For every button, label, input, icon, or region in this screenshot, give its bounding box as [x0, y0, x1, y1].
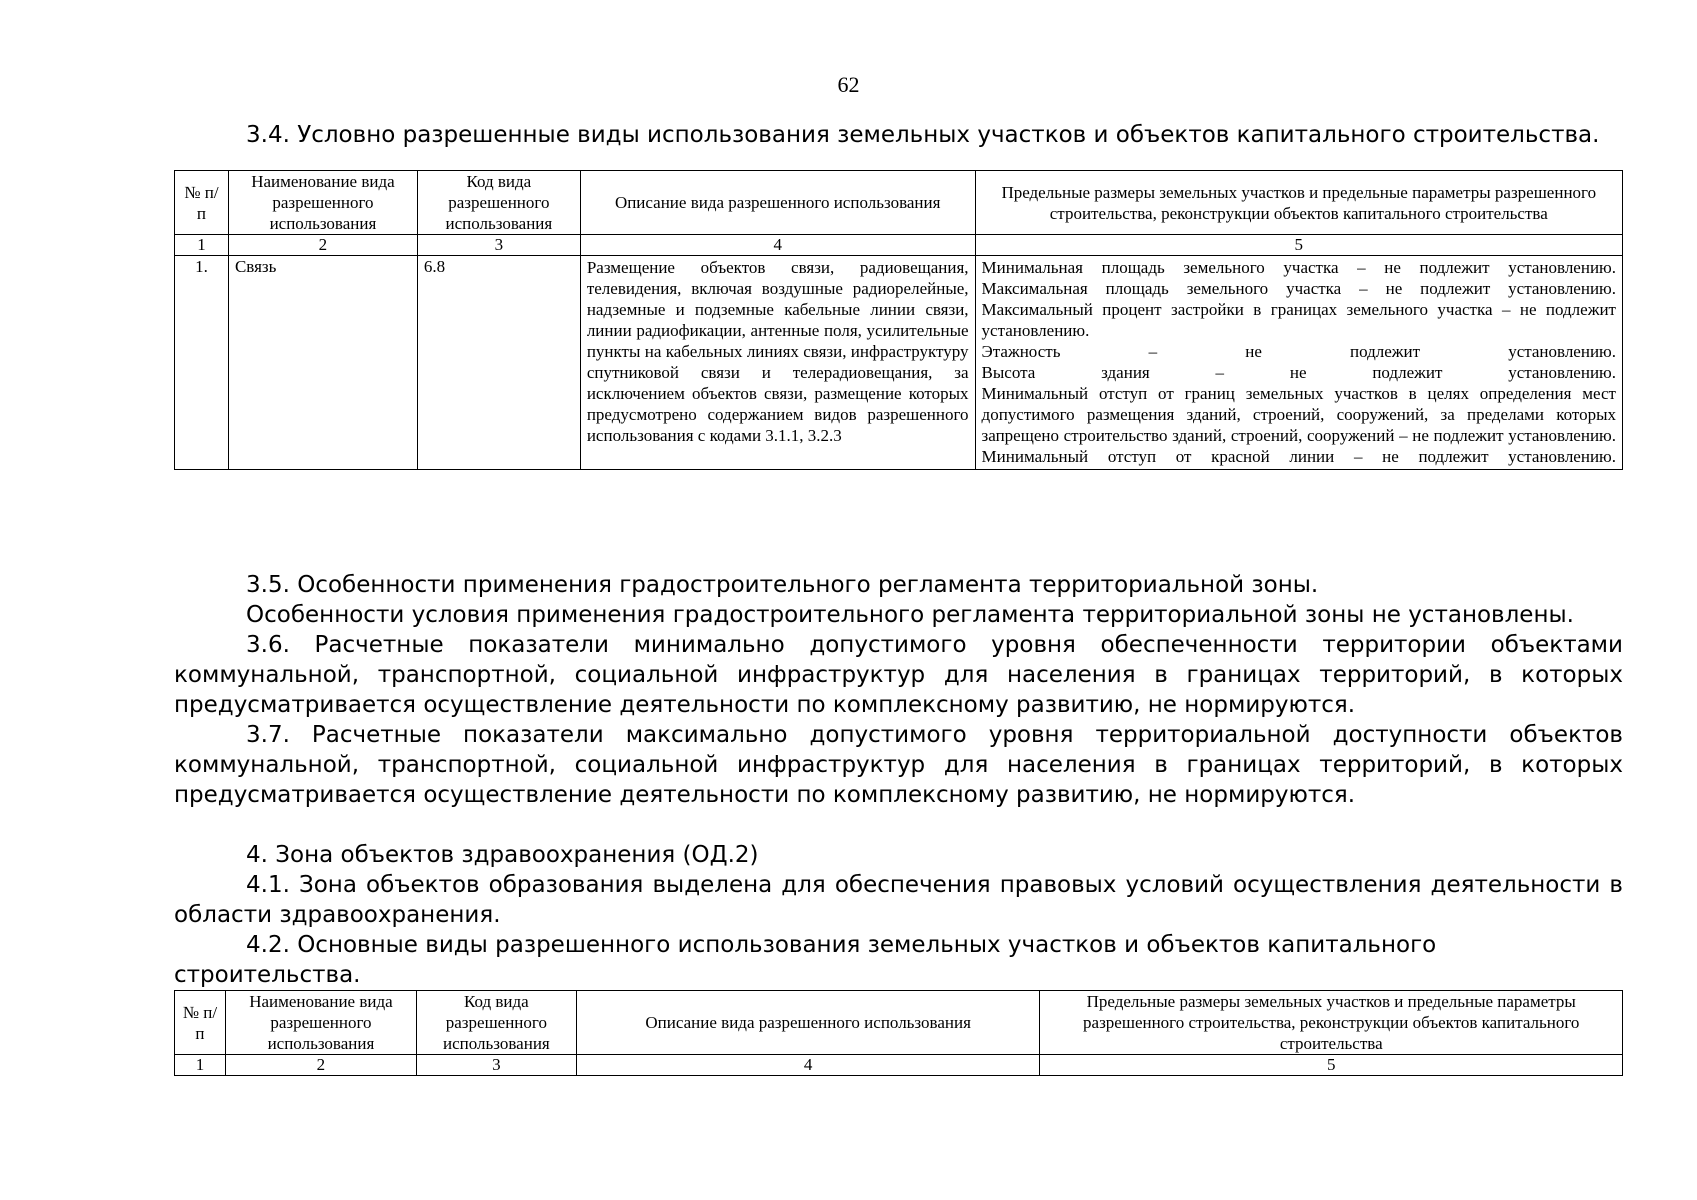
table-1-header-row: [175, 171, 1623, 235]
table-2-header-limits: Предельные размеры земельных участков и предельные параметры разрешенного строительства, реконструкции объектов капитального строительства: [1040, 991, 1623, 1055]
section-3-5-title: 3.5. Особенности применения градостроительного регламента территориальной зоны.: [246, 572, 1319, 598]
table-2-header-code: Код вида разрешенного использования: [416, 991, 576, 1055]
table-1-column-numbers-row: [175, 235, 1623, 256]
table-1-header-code: Код вида разрешенного использования: [417, 171, 580, 235]
table-2-colnum: 2: [225, 1055, 416, 1076]
row-use-name: Связь: [228, 256, 417, 470]
table-1-header-description: Описание вида разрешенного использования: [580, 171, 975, 235]
limit-line: Высота здания – не подлежит установлению.: [981, 363, 1616, 382]
table-1-colnum: 3: [417, 235, 580, 256]
row-use-description: Размещение объектов связи, радиовещания, телевидения, включая воздушные радиорелейные, надземные и подземные кабельные линии связи, линии радиофикации, антенные поля, усилительные пункты на кабельных линиях связи, инфраструктуру спутниковой связи и телерадиовещания, за исключением объектов связи, размещение которых предусмотрено содержанием видов разрешенного использования с кодами 3.1.1, 3.2.3: [580, 256, 975, 470]
table-1-colnum: 4: [580, 235, 975, 256]
section-4-title: 4. Зона объектов здравоохранения (ОД.2): [246, 842, 759, 868]
section-3-4-title: 3.4. Условно разрешенные виды использования земельных участков и объектов капитального строительства.: [246, 122, 1600, 148]
limit-line: Минимальная площадь земельного участка – не подлежит установлению.: [981, 258, 1616, 277]
table-2: [174, 990, 1623, 1076]
sections-3-5-to-3-7: [174, 570, 1623, 810]
section-4: [174, 840, 1623, 990]
table-2-header-name: Наименование вида разрешенного использования: [225, 991, 416, 1055]
limit-line: Минимальный отступ от границ земельных участков в целях определения мест допустимого размещения зданий, строений, сооружений, за пределами которых запрещено строительство зданий, строений, сооружений – не подлежит установлению.: [981, 384, 1616, 445]
table-row: [175, 256, 1623, 470]
table-2-column-numbers-row: [175, 1055, 1623, 1076]
table-1-wrapper: [174, 170, 1623, 470]
table-2-header-description: Описание вида разрешенного использования: [576, 991, 1040, 1055]
table-1-header-num: № п/п: [175, 171, 229, 235]
table-2-header-row: [175, 991, 1623, 1055]
table-2-wrapper: [174, 990, 1623, 1076]
row-use-code: 6.8: [417, 256, 580, 470]
limit-line: Этажность – не подлежит установлению.: [981, 342, 1616, 361]
table-1: [174, 170, 1623, 470]
table-2-colnum: 3: [416, 1055, 576, 1076]
section-3-7-text: 3.7. Расчетные показатели максимально допустимого уровня территориальной доступности объектов коммунальной, транспортной, социальной инфраструктур для населения в границах территорий, в которых предусматривается осуществление деятельности по комплексному развитию, не нормируются.: [174, 722, 1623, 808]
table-2-colnum: 5: [1040, 1055, 1623, 1076]
table-1-header-name: Наименование вида разрешенного использования: [228, 171, 417, 235]
section-4-1-text: 4.1. Зона объектов образования выделена для обеспечения правовых условий осуществления деятельности в области здравоохранения.: [174, 872, 1623, 928]
table-2-colnum: 1: [175, 1055, 226, 1076]
section-3-4: [174, 120, 1623, 150]
limit-line: Минимальный отступ от красной линии – не подлежит установлению.: [981, 447, 1616, 466]
limit-line: Максимальный процент застройки в границах земельного участка – не подлежит установлению.: [981, 300, 1616, 340]
section-4-2-title: 4.2. Основные виды разрешенного использования земельных участков и объектов капитального строительства.: [174, 932, 1437, 988]
page-number: 62: [837, 72, 860, 97]
section-3-5-text: Особенности условия применения градостроительного регламента территориальной зоны не установлены.: [246, 602, 1574, 628]
section-3-6-text: 3.6. Расчетные показатели минимально допустимого уровня обеспеченности территории объектами коммунальной, транспортной, социальной инфраструктур для населения в границах территорий, в которых предусматривается осуществление деятельности по комплексному развитию, не нормируются.: [174, 632, 1623, 718]
table-1-header-limits: Предельные размеры земельных участков и предельные параметры разрешенного строительства, реконструкции объектов капитального строительства: [975, 171, 1622, 235]
row-use-limits: [975, 256, 1622, 470]
row-number: 1.: [175, 256, 229, 470]
limit-line: Максимальная площадь земельного участка – не подлежит установлению.: [981, 279, 1616, 298]
table-2-colnum: 4: [576, 1055, 1040, 1076]
table-1-colnum: 2: [228, 235, 417, 256]
table-1-colnum: 5: [975, 235, 1622, 256]
table-1-colnum: 1: [175, 235, 229, 256]
table-2-header-num: № п/п: [175, 991, 226, 1055]
